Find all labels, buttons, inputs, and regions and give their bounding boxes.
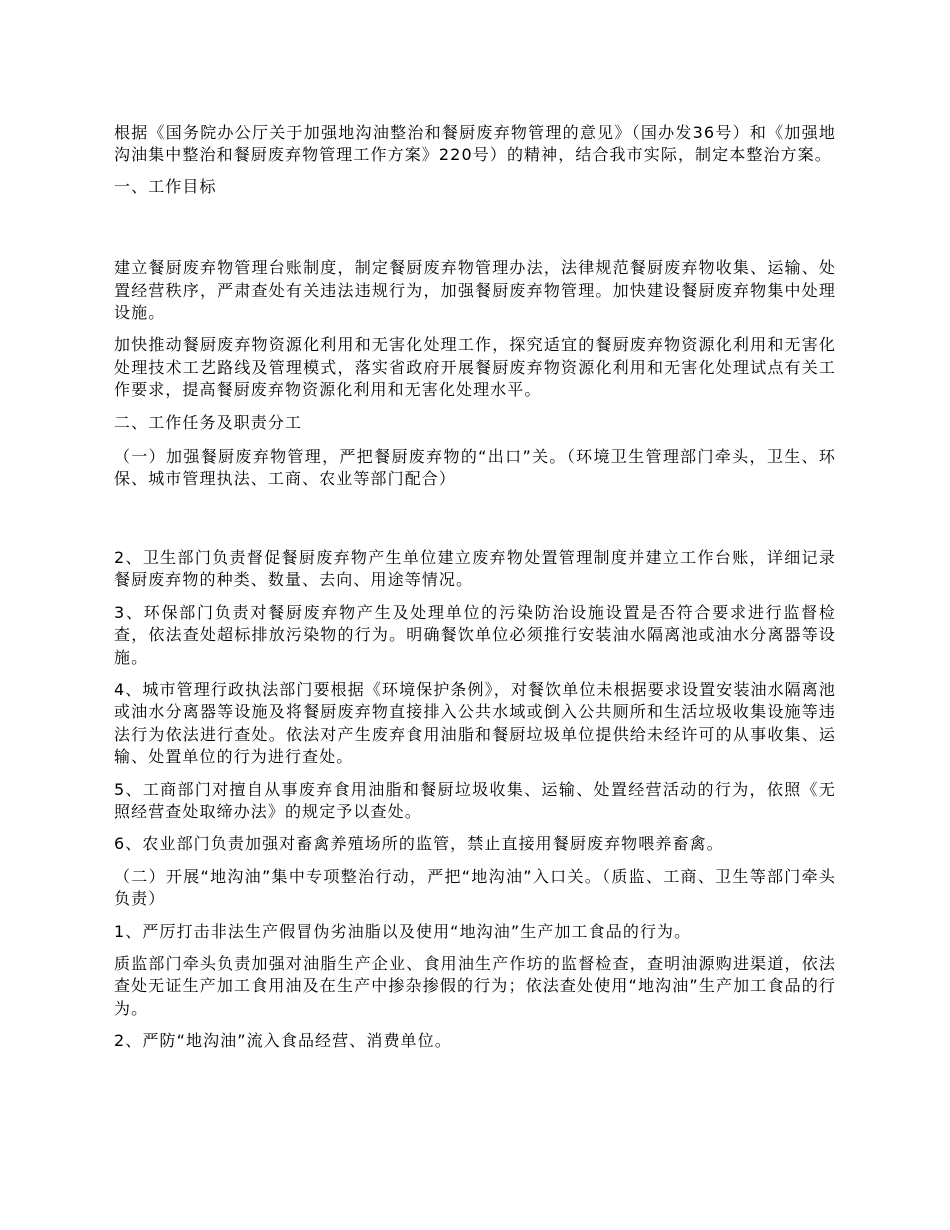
paragraph-goal-1: 建立餐厨废弃物管理台账制度，制定餐厨废弃物管理办法，法律规范餐厨废弃物收集、运输、处置经营秩序，严肃查处有关违法违规行为，加强餐厨废弃物管理。加快建设餐厨废弃物集中处理设施。 [114, 258, 836, 323]
item-3-environment: 3、环保部门负责对餐厨废弃物产生及处理单位的污染防治设施设置是否符合要求进行监督检查，依法查处超标排放污染物的行为。明确餐饮单位必须推行安装油水隔离池或油水分离器等设施。 [114, 602, 836, 667]
item-4-urban-management: 4、城市管理行政执法部门要根据《环境保护条例》，对餐饮单位未根据要求设置安装油水隔离池或油水分离器等设施及将餐厨废弃物直接排入公共水域或倒入公共厕所和生活垃圾收集设施等违法行为依法进行查处。依法对产生废弃食用油脂和餐厨垃圾单位提供给未经许可的从事收集、运输、处置单位的行为进行查处。 [114, 679, 836, 767]
document-body [114, 122, 836, 1053]
item-1-crackdown: 1、严厉打击非法生产假冒伪劣油脂以及使用“地沟油”生产加工食品的行为。 [114, 921, 692, 941]
item-2-prevent-inflow: 2、严防“地沟油”流入食品经营、消费单位。 [114, 1031, 452, 1051]
section-2-heading: （二）开展“地沟油”集中专项整治行动，严把“地沟油”入口关。（质监、工商、卫生等部门牵头负责） [114, 866, 836, 909]
paragraph-goal-2: 加快推动餐厨废弃物资源化利用和无害化处理工作，探究适宜的餐厨废弃物资源化利用和无害化处理技术工艺路线及管理模式，落实省政府开展餐厨废弃物资源化利用和无害化处理试点有关工作要求，提高餐厨废弃物资源化利用和无害化处理水平。 [114, 335, 836, 400]
paragraph-quality-supervision: 质监部门牵头负责加强对油脂生产企业、食用油生产作坊的监督检查，查明油源购进渠道，依法查处无证生产加工食用油及在生产中掺杂掺假的行为；依法查处使用“地沟油”生产加工食品的行为。 [114, 953, 836, 1018]
intro-paragraph: 根据《国务院办公厅关于加强地沟油整治和餐厨废弃物管理的意见》（国办发36号）和《加强地沟油集中整治和餐厨废弃物管理工作方案》220号）的精神，结合我市实际，制定本整治方案。 [114, 123, 836, 165]
heading-work-goals: 一、工作目标 [114, 176, 217, 196]
section-1-heading: （一）加强餐厨废弃物管理，严把餐厨废弃物的“出口”关。（环境卫生管理部门牵头，卫生、环保、城市管理执法、工商、农业等部门配合） [114, 447, 836, 489]
heading-tasks-duties: 二、工作任务及职责分工 [114, 412, 303, 432]
item-2-health: 2、卫生部门负责督促餐厨废弃物产生单位建立废弃物处置管理制度并建立工作台账，详细记录餐厨废弃物的种类、数量、去向、用途等情况。 [114, 547, 836, 590]
item-6-agriculture: 6、农业部门负责加强对畜禽养殖场所的监管，禁止直接用餐厨废弃物喂养畜禽。 [114, 834, 724, 854]
item-5-commerce: 5、工商部门对擅自从事废弃食用油脂和餐厨垃圾收集、运输、处置经营活动的行为，依照《无照经营查处取缔办法》的规定予以查处。 [114, 779, 836, 821]
